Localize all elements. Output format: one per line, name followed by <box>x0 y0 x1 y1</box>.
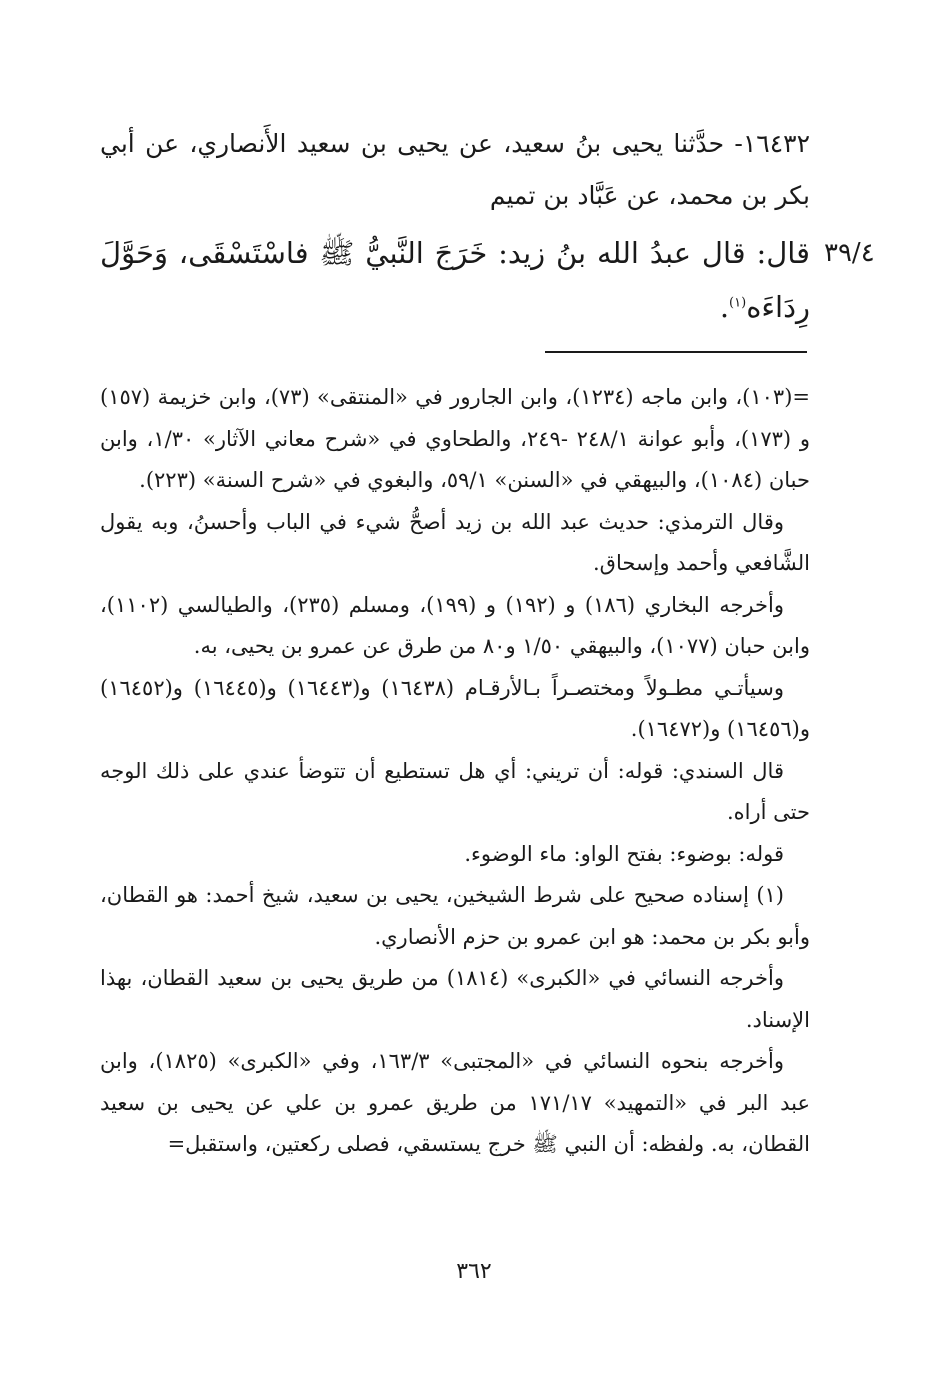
hadith-matn-end: . <box>719 290 730 324</box>
footnote-marker: (١) <box>729 295 747 311</box>
footnote-paragraph: وأخرجه البخاري (١٨٦) و (١٩٢) و (١٩٩)، ومسلم (٢٣٥)، والطيالسي (١١٠٢)، وابن حبان (١٠٧٧)، والبيهقي ١/٥٠ و٨٠ من طرق عن عمرو بن يحيى، به. <box>100 592 810 658</box>
hadith-matn <box>100 226 810 334</box>
footnote-paragraph: وسيأتـي مطـولاً ومختصـراً بـالأرقـام (١٦٤٣٨) و(١٦٤٤٣) و(١٦٤٤٥) و(١٦٤٥٢) و(١٦٤٥٦) و(١٦٤٧٢). <box>100 675 810 741</box>
footnote-paragraph: وقال الترمذي: حديث عبد الله بن زيد أصحُّ شيء في الباب وأحسنُ، وبه يقول الشَّافعي وأحمد وإسحاق. <box>100 509 810 575</box>
footnote-paragraph: وأخرجه النسائي في «الكبرى» (١٨١٤) من طريق يحيى بن سعيد القطان، بهذا الإسناد. <box>100 966 810 1032</box>
footnote-paragraph: قوله: بوضوء: بفتح الواو: ماء الوضوء. <box>464 841 784 866</box>
footnote-paragraph: وأخرجه بنحوه النسائي في «المجتبى» ١٦٣/٣، وفي «الكبرى» (١٨٢٥)، وابن عبد البر في «التمهيد» ١٧١/١٧ من طريق عمرو بن علي عن يحيى بن سعيد القطان، به. ولفظه: أن النبي ﷺ خرج يستسقي، فصلى ركعتين، واستقبل= <box>100 1049 810 1156</box>
footnotes <box>100 377 810 1166</box>
footnote-paragraph: قال السندي: قوله: أن تريني: أي هل تستطيع أن تتوضأ عندي على ذلك الوجه حتى أراه. <box>100 758 810 824</box>
hadith-matn-text: قال: قال عبدُ الله بنُ زيد: خَرَجَ النَّبيُّ ﷺ فاسْتَسْقَى، وَحَوَّلَ رِدَاءَه <box>100 236 810 324</box>
footnote-paragraph: (١) إسناده صحيح على شرط الشيخين، يحيى بن سعيد، شيخ أحمد: هو القطان، وأبو بكر بن محمد: هو ابن عمرو بن حزم الأنصاري. <box>100 883 810 949</box>
page-number: ٣٦٢ <box>456 1259 492 1284</box>
volume-page-reference: ٣٩/٤ <box>824 238 875 268</box>
footnote-separator <box>545 351 807 353</box>
hadith-isnad: ١٦٤٣٢- حدَّثنا يحيى بنُ سعيد، عن يحيى بن سعيد الأَنصاري، عن أبي بكر بن محمد، عن عَبَّاد بن تميم <box>100 129 810 210</box>
footnote-paragraph: =(١٠٣)، وابن ماجه (١٢٣٤)، وابن الجارور في «المنتقى» (٧٣)، وابن خزيمة (١٥٧) و (١٧٣)، وأبو عوانة ٢٤٨/١ -٢٤٩، والطحاوي في «شرح معاني الآثار» ١/٣٠، وابن حبان (١٠٨٤)، والبيهقي في «السنن» ٥٩/١، والبغوي في «شرح السنة» (٢٢٣). <box>100 385 811 492</box>
